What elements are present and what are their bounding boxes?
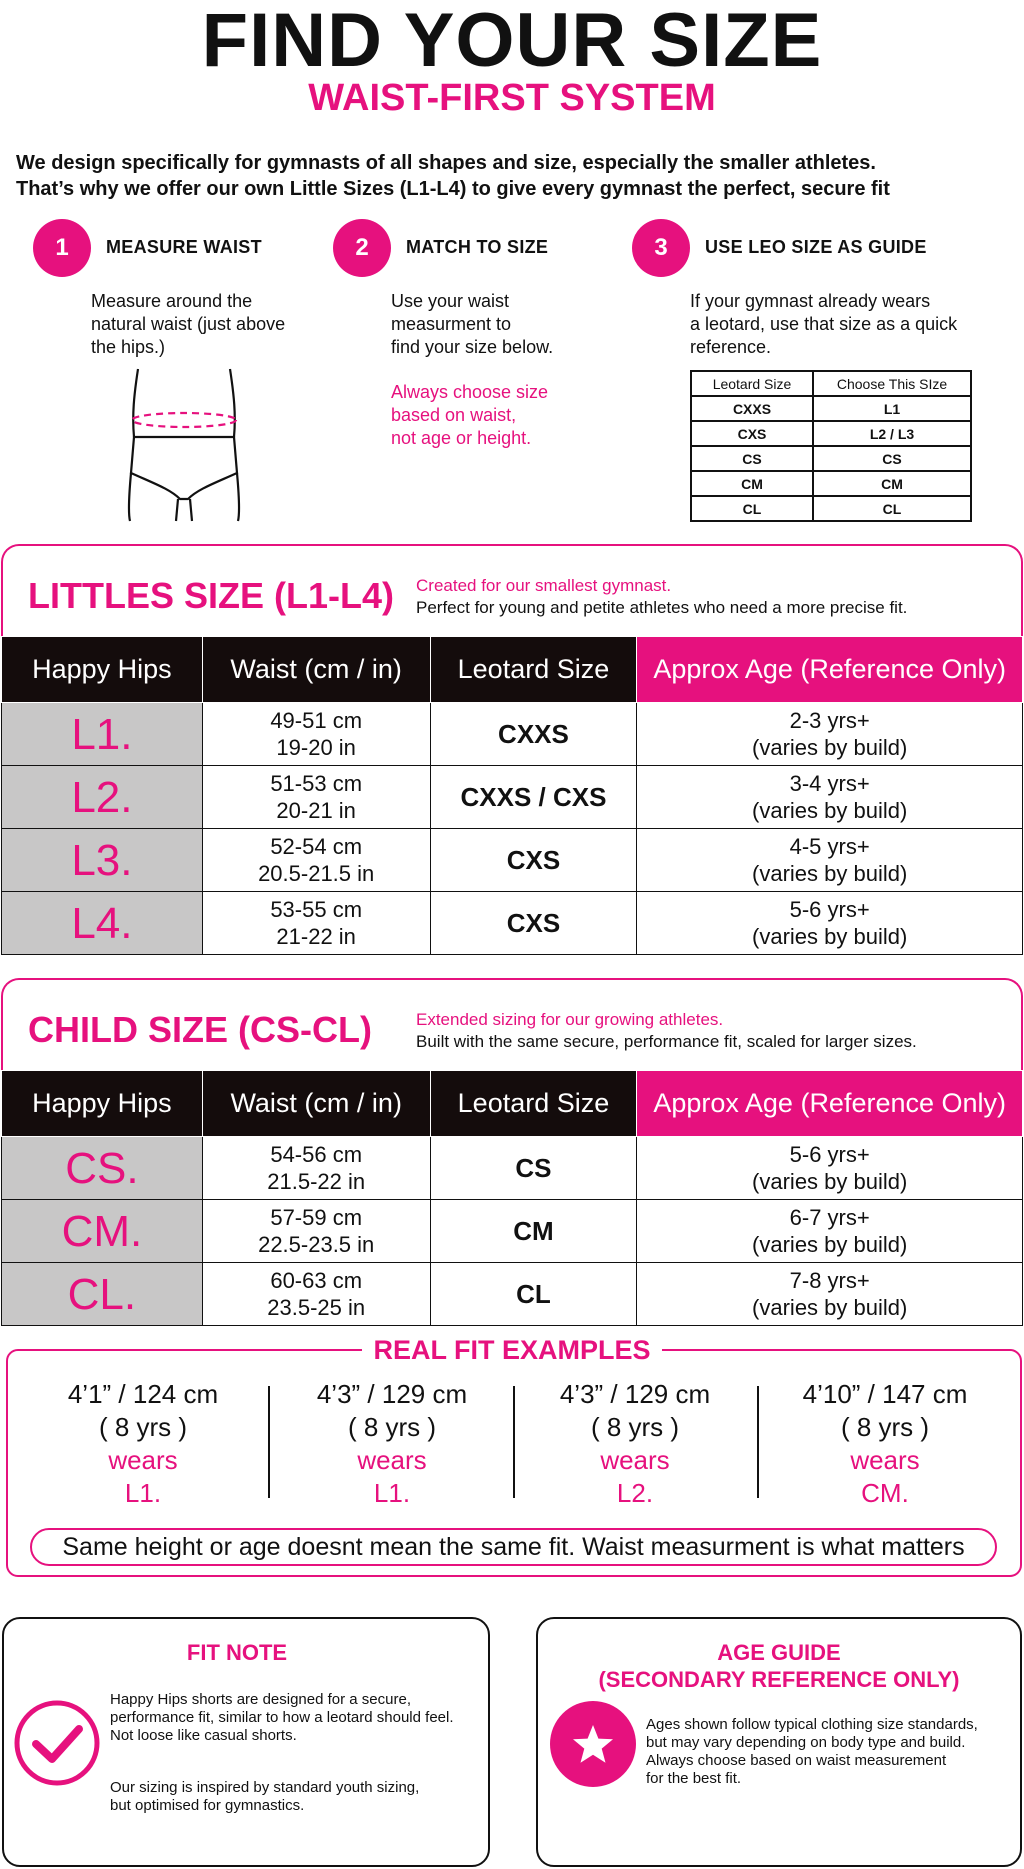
- header-happy-hips: Happy Hips: [2, 637, 203, 703]
- example-age: ( 8 yrs ): [840, 1412, 930, 1442]
- divider: [513, 1386, 515, 1498]
- age-note: (varies by build): [752, 798, 908, 823]
- child-desc-pink: Extended sizing for our growing athletes.: [416, 1010, 724, 1029]
- header-leotard: Leotard Size: [430, 1071, 637, 1137]
- age-note: (varies by build): [752, 861, 908, 886]
- leotard-cell: CS: [430, 1137, 637, 1200]
- checkmark-icon: [12, 1698, 102, 1788]
- example-size: L2.: [616, 1478, 654, 1508]
- waist-cell: [202, 1200, 430, 1263]
- example-wears: wears: [600, 1445, 670, 1475]
- age-cell: [637, 892, 1023, 955]
- fit-example: [28, 1378, 258, 1510]
- text-line: a leotard, use that size as a quick: [690, 314, 958, 334]
- text-line: Happy Hips shorts are designed for a secure,: [110, 1691, 411, 1708]
- example-wears: wears: [108, 1445, 178, 1475]
- example-age: ( 8 yrs ): [98, 1412, 188, 1442]
- waist-in: 23.5-25 in: [267, 1295, 366, 1320]
- size-code: L3.: [2, 829, 203, 892]
- intro-line: We design specifically for gymnasts of all shapes and size, especially the smaller athletes.: [16, 152, 876, 174]
- text-line: Always choose size: [391, 382, 549, 402]
- table-cell: CL: [813, 496, 971, 521]
- waist-cell: [202, 766, 430, 829]
- header-waist: Waist (cm / in): [202, 637, 430, 703]
- star-icon: [549, 1700, 637, 1788]
- table-row: [2, 1137, 1023, 1200]
- size-code: CS.: [2, 1137, 203, 1200]
- age-guide-title: [536, 1639, 1022, 1693]
- age-note: (varies by build): [752, 1232, 908, 1257]
- waist-cell: [202, 892, 430, 955]
- example-height: 4’3” / 129 cm: [559, 1379, 711, 1409]
- leotard-cell: CXS: [430, 892, 637, 955]
- age: 5-6 yrs+: [789, 897, 870, 922]
- step-2-note: [391, 381, 548, 450]
- age-cell: [637, 1263, 1023, 1326]
- table-row: [2, 892, 1023, 955]
- header-leotard: Leotard Size: [430, 637, 637, 703]
- page-subtitle: WAIST-FIRST SYSTEM: [308, 77, 716, 119]
- age-note: (varies by build): [752, 924, 908, 949]
- example-wears: wears: [357, 1445, 427, 1475]
- table-cell: CM: [691, 471, 813, 496]
- waist-in: 20-21 in: [276, 798, 356, 823]
- example-size: L1.: [124, 1478, 162, 1508]
- table-cell: CXXS: [691, 396, 813, 421]
- age: 2-3 yrs+: [789, 708, 870, 733]
- step-1-title: MEASURE WAIST: [106, 237, 262, 257]
- leotard-cell: CXXS / CXS: [430, 766, 637, 829]
- table-row: [2, 766, 1023, 829]
- step-2-number: 2: [333, 219, 391, 277]
- step-3-text: [690, 290, 957, 359]
- table-cell: L1: [813, 396, 971, 421]
- table-header: Leotard Size: [691, 371, 813, 396]
- fit-example: [520, 1378, 750, 1510]
- table-cell: CS: [813, 446, 971, 471]
- waist-cell: [202, 1263, 430, 1326]
- size-code: L4.: [2, 892, 203, 955]
- table-row: [2, 1263, 1023, 1326]
- text-line: find your size below.: [391, 337, 554, 357]
- waist-cell: [202, 703, 430, 766]
- text-line: but optimised for gymnastics.: [110, 1797, 305, 1814]
- age: 3-4 yrs+: [789, 771, 870, 796]
- waist-in: 19-20 in: [276, 735, 356, 760]
- table-row: [691, 421, 971, 446]
- waist-cm: 51-53 cm: [270, 771, 363, 796]
- text-line: Measure around the: [91, 291, 253, 311]
- table-row: [2, 829, 1023, 892]
- text-line: Ages shown follow typical clothing size standards,: [646, 1716, 978, 1733]
- table-cell: L2 / L3: [813, 421, 971, 446]
- age: 4-5 yrs+: [789, 834, 870, 859]
- intro-text: [16, 150, 1016, 202]
- table-row: [691, 446, 971, 471]
- waist-in: 22.5-23.5 in: [258, 1232, 375, 1257]
- waist-measure-illustration: [120, 365, 250, 523]
- leotard-cell: CL: [430, 1263, 637, 1326]
- text-line: Our sizing is inspired by standard youth sizing,: [110, 1779, 420, 1796]
- age-cell: [637, 829, 1023, 892]
- step-1-number: 1: [33, 219, 91, 277]
- table-row: [691, 496, 971, 521]
- example-height: 4’3” / 129 cm: [316, 1379, 468, 1409]
- divider: [268, 1386, 270, 1498]
- age: 5-6 yrs+: [789, 1142, 870, 1167]
- text-line: reference.: [690, 337, 772, 357]
- table-row: [691, 371, 971, 396]
- header-waist: Waist (cm / in): [202, 1071, 430, 1137]
- age-cell: [637, 1200, 1023, 1263]
- text-line: for the best fit.: [646, 1770, 742, 1787]
- size-code: CM.: [2, 1200, 203, 1263]
- table-row: [691, 471, 971, 496]
- child-title: CHILD SIZE (CS-CL): [28, 1009, 372, 1050]
- waist-in: 20.5-21.5 in: [258, 861, 375, 886]
- size-code: L1.: [2, 703, 203, 766]
- step-3-number: 3: [632, 219, 690, 277]
- text-line: the hips.): [91, 337, 166, 357]
- example-age: ( 8 yrs ): [347, 1412, 437, 1442]
- example-wears: wears: [850, 1445, 920, 1475]
- example-size: CM.: [861, 1478, 909, 1508]
- text-line: not age or height.: [391, 428, 532, 448]
- table-cell: CL: [691, 496, 813, 521]
- table-row: [691, 396, 971, 421]
- fit-disclaimer: Same height or age doesnt mean the same fit. Waist measurment is what matters: [30, 1528, 997, 1566]
- waist-cell: [202, 829, 430, 892]
- divider: [757, 1386, 759, 1498]
- leotard-size-table: [690, 370, 972, 522]
- littles-size-table: [1, 636, 1023, 955]
- example-height: 4’1” / 124 cm: [67, 1379, 219, 1409]
- table-cell: CS: [691, 446, 813, 471]
- example-height: 4’10” / 147 cm: [802, 1379, 968, 1409]
- waist-cell: [202, 1137, 430, 1200]
- step-2-text: [391, 290, 553, 359]
- example-age: ( 8 yrs ): [590, 1412, 680, 1442]
- leotard-cell: CM: [430, 1200, 637, 1263]
- text-line: measurment to: [391, 314, 512, 334]
- age: 6-7 yrs+: [789, 1205, 870, 1230]
- child-size-table: [1, 1070, 1023, 1326]
- header-age: Approx Age (Reference Only): [637, 637, 1023, 703]
- fit-note-para-2: [110, 1779, 419, 1815]
- fit-example: [770, 1378, 1000, 1510]
- table-header: Choose This SIze: [813, 371, 971, 396]
- header-age: Approx Age (Reference Only): [637, 1071, 1023, 1137]
- size-code: L2.: [2, 766, 203, 829]
- age-guide-text: [646, 1716, 978, 1788]
- text-line: Always choose based on waist measurement: [646, 1752, 947, 1769]
- age-cell: [637, 1137, 1023, 1200]
- step-2-title: MATCH TO SIZE: [406, 237, 549, 257]
- fit-example: [277, 1378, 507, 1510]
- child-desc: Built with the same secure, performance fit, scaled for larger sizes.: [416, 1032, 917, 1051]
- waist-cm: 49-51 cm: [270, 708, 363, 733]
- example-size: L1.: [373, 1478, 411, 1508]
- leotard-cell: CXXS: [430, 703, 637, 766]
- text-line: based on waist,: [391, 405, 517, 425]
- text-line: (SECONDARY REFERENCE ONLY): [598, 1667, 960, 1692]
- waist-in: 21-22 in: [276, 924, 356, 949]
- waist-in: 21.5-22 in: [267, 1169, 366, 1194]
- real-fit-examples-title: REAL FIT EXAMPLES: [362, 1335, 662, 1366]
- text-line: AGE GUIDE: [717, 1640, 841, 1665]
- table-cell: CM: [813, 471, 971, 496]
- age: 7-8 yrs+: [789, 1268, 870, 1293]
- littles-desc: Perfect for young and petite athletes who need a more precise fit.: [416, 598, 908, 617]
- waist-cm: 60-63 cm: [270, 1268, 363, 1293]
- table-row: [2, 703, 1023, 766]
- age-note: (varies by build): [752, 1295, 908, 1320]
- size-code: CL.: [2, 1263, 203, 1326]
- table-cell: CXS: [691, 421, 813, 446]
- step-1-text: [91, 290, 285, 359]
- littles-title: LITTLES SIZE (L1-L4): [28, 575, 394, 616]
- text-line: Not loose like casual shorts.: [110, 1727, 297, 1744]
- waist-cm: 54-56 cm: [270, 1142, 363, 1167]
- age-cell: [637, 766, 1023, 829]
- age-note: (varies by build): [752, 735, 908, 760]
- text-line: If your gymnast already wears: [690, 291, 931, 311]
- waist-cm: 57-59 cm: [270, 1205, 363, 1230]
- fit-note-para-1: [110, 1691, 454, 1745]
- text-line: performance fit, similar to how a leotard should feel.: [110, 1709, 454, 1726]
- table-header-row: [2, 637, 1023, 703]
- leotard-cell: CXS: [430, 829, 637, 892]
- age-cell: [637, 703, 1023, 766]
- intro-line: That’s why we offer our own Little Sizes (L1-L4) to give every gymnast the perfect, secure fit: [16, 178, 890, 200]
- text-line: natural waist (just above: [91, 314, 286, 334]
- waist-cm: 53-55 cm: [270, 897, 363, 922]
- header-happy-hips: Happy Hips: [2, 1071, 203, 1137]
- littles-desc-pink: Created for our smallest gymnast.: [416, 576, 672, 595]
- page-title: FIND YOUR SIZE: [201, 0, 823, 83]
- age-note: (varies by build): [752, 1169, 908, 1194]
- text-line: Use your waist: [391, 291, 510, 311]
- fit-note-title: FIT NOTE: [186, 1640, 288, 1665]
- table-row: [2, 1200, 1023, 1263]
- step-3-title: USE LEO SIZE AS GUIDE: [705, 237, 927, 257]
- text-line: but may vary depending on body type and build.: [646, 1734, 966, 1751]
- table-header-row: [2, 1071, 1023, 1137]
- waist-cm: 52-54 cm: [270, 834, 363, 859]
